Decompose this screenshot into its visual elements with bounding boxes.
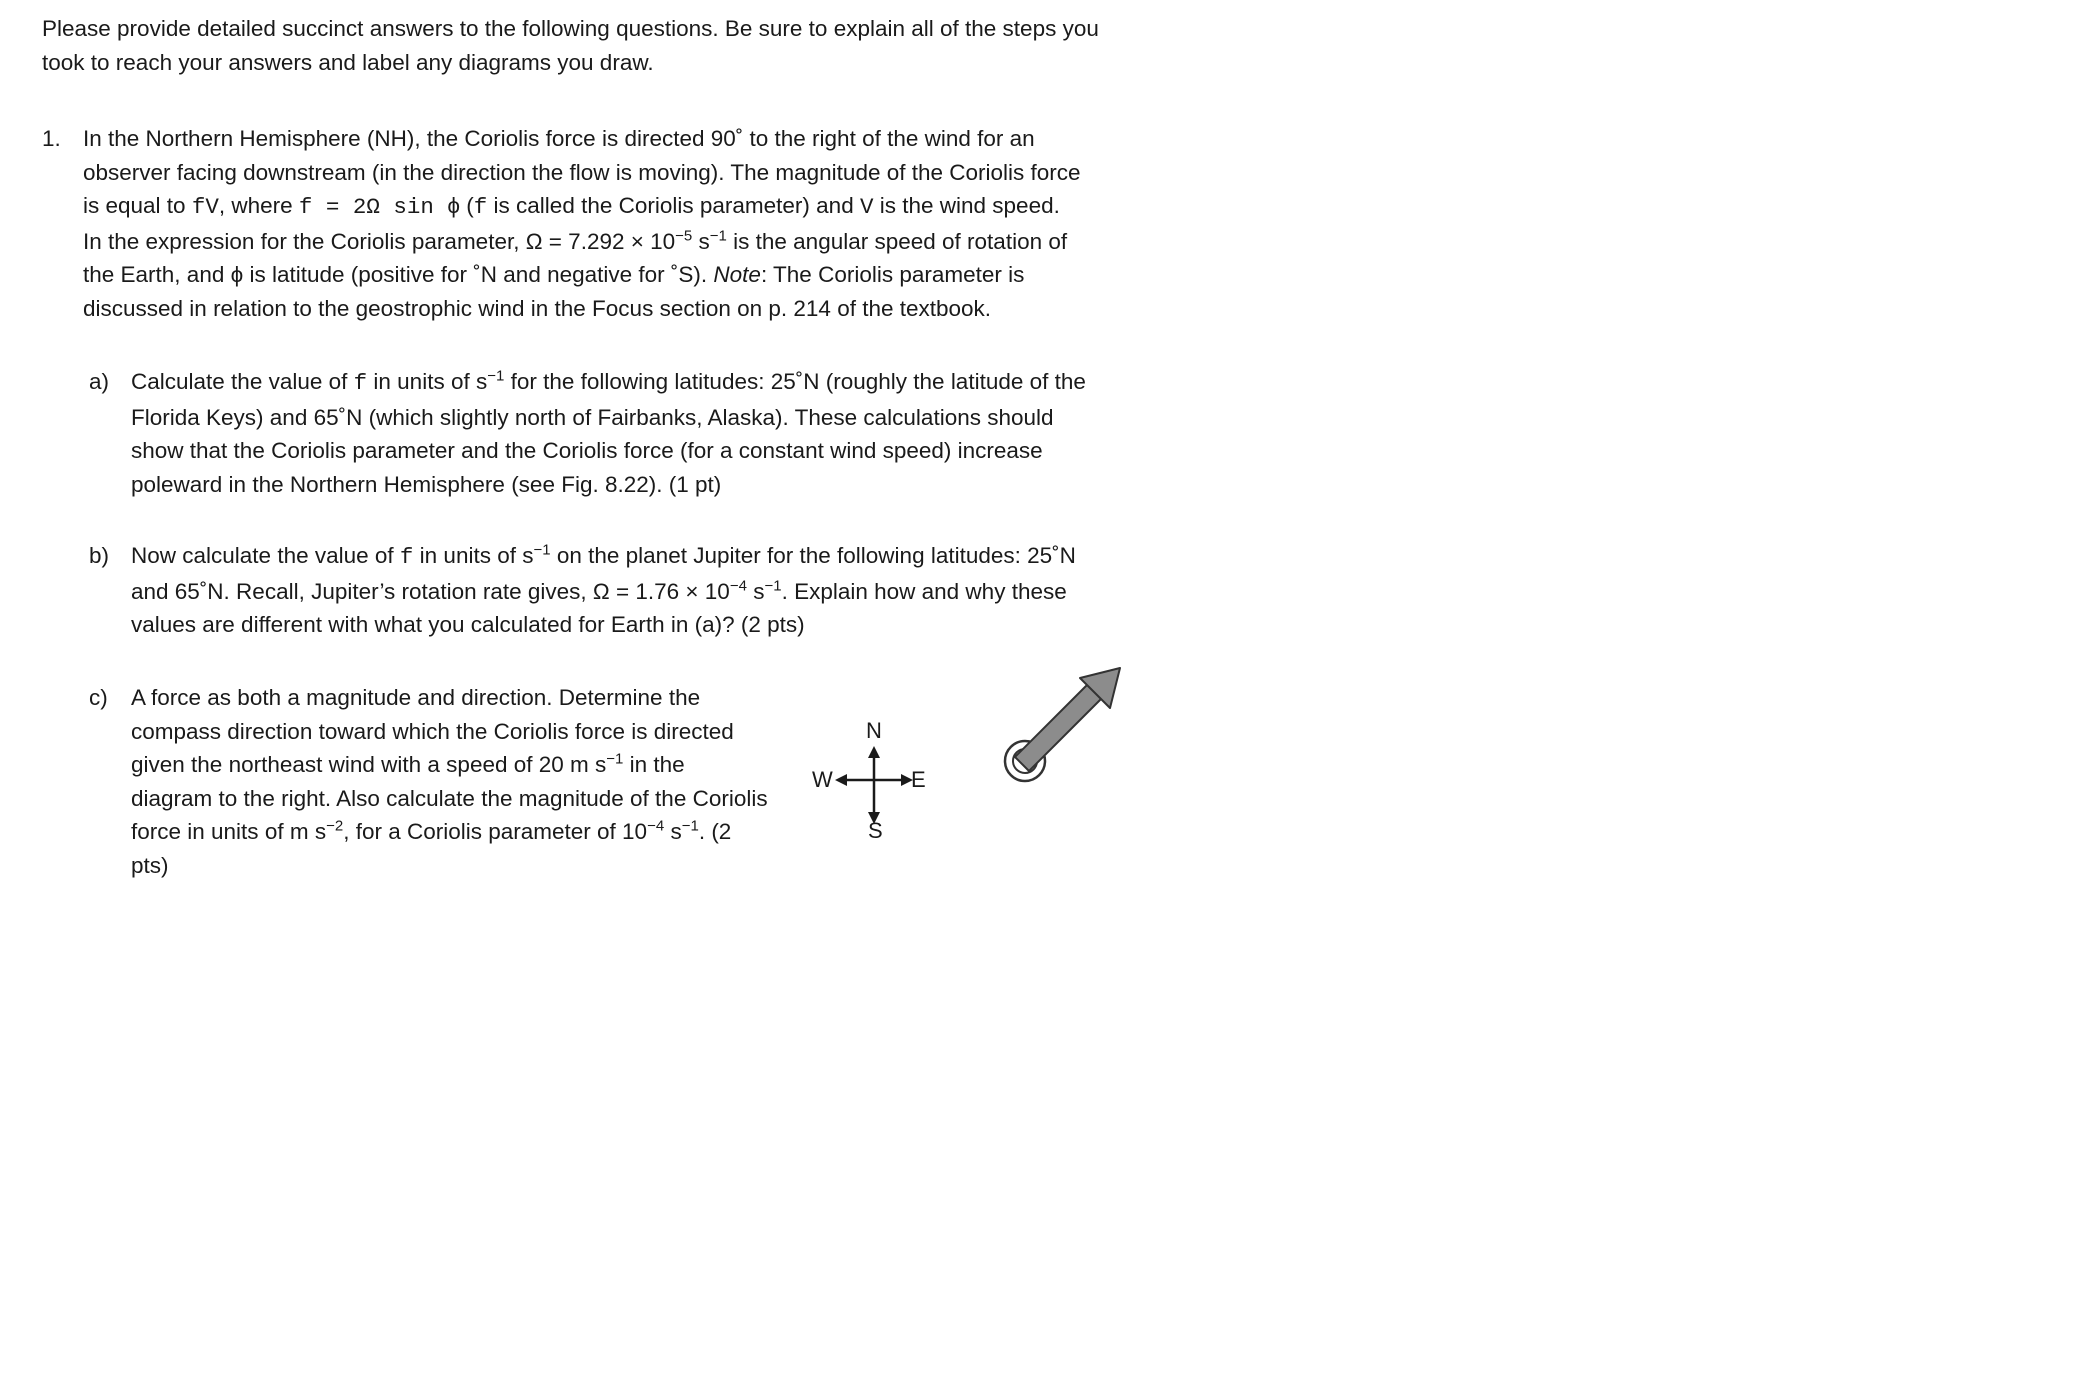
q1-exponent: −5 bbox=[675, 227, 693, 245]
compass-east-label: E bbox=[911, 767, 926, 792]
instructions-text: Please provide detailed succinct answers to the following questions. Be sure to explain all of the steps you took to reach your answers and label any diagrams you draw. bbox=[42, 16, 1099, 75]
part-b-exponent: −4 bbox=[729, 577, 747, 595]
part-c-exponent: −4 bbox=[647, 817, 665, 835]
part-b-exponent: −1 bbox=[533, 541, 551, 559]
part-c-text: A force as both a magnitude and direction. Determine the compass direction toward which the Coriolis force is directed given the northeast wind with a speed of 20 m s bbox=[131, 685, 734, 778]
q1-note-label: Note bbox=[713, 262, 761, 288]
part-b-label: b) bbox=[89, 543, 110, 568]
q1-text: is called the Coriolis parameter) and bbox=[487, 193, 860, 219]
q1-text: , where bbox=[218, 193, 299, 219]
question-1c bbox=[89, 681, 769, 883]
compass-rose bbox=[810, 718, 930, 848]
q1-fv-symbol: fV bbox=[191, 194, 219, 221]
part-a-f-symbol: f bbox=[353, 370, 368, 396]
wind-arrow-icon bbox=[1000, 660, 1128, 788]
part-a-exponent: −1 bbox=[487, 367, 505, 385]
part-a-body bbox=[131, 365, 1089, 501]
q1-text: s bbox=[692, 228, 710, 254]
question-1a bbox=[89, 365, 1089, 501]
q1-text: : The Coriolis parameter is discussed in relation to the geostrophic wind in the Focus section on p. 214 of the textbook. bbox=[83, 262, 1025, 321]
part-c-text: , for a Coriolis parameter of 10 bbox=[343, 819, 648, 845]
q1-v-symbol: V bbox=[859, 194, 874, 221]
q1-exponent: −1 bbox=[709, 227, 727, 245]
part-b-f-symbol: f bbox=[399, 544, 414, 570]
part-a-text: for the following latitudes: 25˚N (roughly the latitude of the Florida Keys) and 65˚N (which slightly north of Fairbanks, Alaska). These calculations should show that the Coriolis parameter and the Coriolis force (for a constant wind speed) increase poleward in the Northern Hemisphere (see Fig. 8.22). (1 pt) bbox=[131, 369, 1086, 497]
question-1-number: 1. bbox=[42, 126, 61, 151]
part-b-exponent: −1 bbox=[764, 577, 782, 595]
part-c-text: in the diagram to the right. Also calculate the magnitude of the Coriolis force in units of m s bbox=[131, 752, 768, 845]
part-b-body bbox=[131, 539, 1089, 642]
q1-text: In the Northern Hemisphere (NH), the Coriolis force is directed 90˚ to the right of the wind for an observer facing downstream (in the direction the flow is moving). The magnitude of the Coriolis force is equal to bbox=[83, 126, 1081, 219]
compass-south-label: S bbox=[868, 818, 883, 843]
part-b-text: on the planet Jupiter for the following latitudes: 25˚N and 65˚N. Recall, Jupiter’s rotation rate gives, Ω = 1.76 × 10 bbox=[131, 543, 1076, 604]
q1-f-symbol: f bbox=[473, 194, 488, 221]
part-b-text: Now calculate the value of bbox=[131, 543, 400, 568]
question-1 bbox=[42, 122, 1122, 326]
compass-north-label: N bbox=[866, 718, 882, 743]
part-c-label: c) bbox=[89, 685, 108, 710]
part-a-text: Calculate the value of bbox=[131, 369, 354, 394]
part-b-text: in units of s bbox=[413, 543, 534, 568]
q1-phi-symbol: ϕ bbox=[447, 193, 461, 219]
q1-formula: f = 2Ω sin bbox=[298, 194, 448, 221]
q1-text: is the angular speed of rotation of the Earth, and ϕ is latitude (positive for ˚N and negative for ˚S). bbox=[83, 228, 1068, 288]
part-c-body bbox=[131, 681, 769, 883]
part-c-exponent: −1 bbox=[606, 750, 624, 768]
part-a-text: in units of s bbox=[367, 369, 488, 394]
part-b-text: s bbox=[746, 578, 765, 604]
wind-label: wind bbox=[2053, 1353, 2089, 1389]
compass-west-label: W bbox=[812, 767, 833, 792]
part-c-exponent: −2 bbox=[326, 817, 344, 835]
instructions-paragraph bbox=[42, 12, 1132, 80]
wind-arrow-diagram bbox=[1000, 660, 2089, 1389]
part-c-exponent: −1 bbox=[681, 817, 699, 835]
q1-text: is the wind speed. In the expression for the Coriolis parameter, Ω = 7.292 × 10 bbox=[83, 193, 1060, 254]
part-c-text: s bbox=[664, 819, 682, 845]
question-1b bbox=[89, 539, 1089, 642]
part-c-text: . (2 pts) bbox=[131, 819, 732, 878]
part-b-text: . Explain how and why these values are different with what you calculated for Earth in (a)? (2 pts) bbox=[131, 578, 1067, 638]
part-a-label: a) bbox=[89, 369, 110, 394]
question-1-body bbox=[83, 122, 1083, 326]
q1-text: ( bbox=[460, 193, 474, 219]
